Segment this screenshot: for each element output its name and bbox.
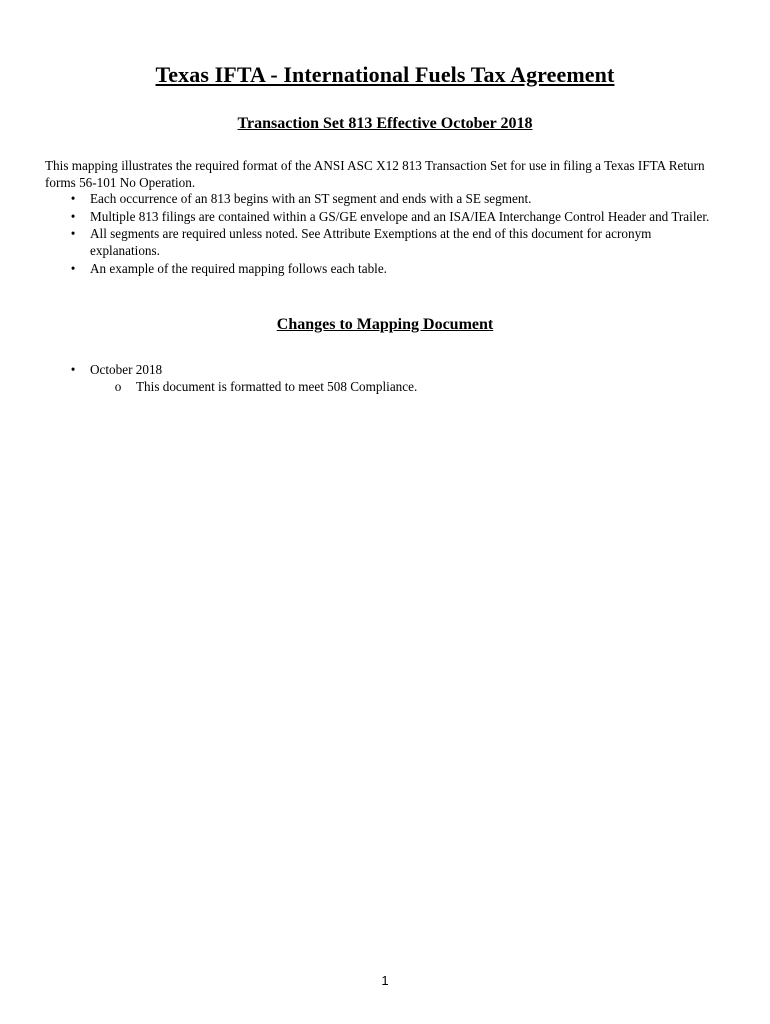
list-item [45, 225, 715, 259]
list-item [45, 361, 715, 395]
document-subtitle: Transaction Set 813 Effective October 2018 [237, 115, 533, 132]
changes-heading: Changes to Mapping Document [276, 316, 494, 333]
list-item [45, 190, 715, 207]
list-item-text: Each occurrence of an 813 begins with an ST segment and ends with a SE segment. [90, 191, 532, 206]
list-item-text: This document is formatted to meet 508 Compliance. [136, 379, 418, 394]
changes-list [45, 361, 715, 395]
change-date-label: October 2018 [90, 362, 163, 377]
list-item-text: An example of the required mapping follows each table. [90, 260, 387, 276]
bullet-icon: • [70, 226, 76, 241]
changes-sublist [90, 378, 715, 395]
bullet-icon: • [70, 191, 76, 206]
page-number: 1 [381, 973, 389, 988]
document-title: Texas IFTA - International Fuels Tax Agreement [155, 62, 615, 87]
list-item [45, 208, 715, 225]
list-item-text: All segments are required unless noted. See Attribute Exemptions at the end of this document for acronym explanations. [90, 226, 652, 258]
bullet-icon: • [70, 260, 76, 276]
bullet-icon: • [70, 208, 76, 224]
circle-bullet-icon: o [114, 379, 122, 394]
list-item [45, 260, 715, 277]
requirements-list [45, 190, 715, 277]
list-item [90, 378, 715, 395]
list-item-text: Multiple 813 filings are contained within a GS/GE envelope and an ISA/IEA Interchange Control Header and Trailer. [90, 208, 710, 224]
intro-paragraph: This mapping illustrates the required format of the ANSI ASC X12 813 Transaction Set for use in filing a Texas IFTA Return forms 56-101 No Operation. [45, 158, 705, 190]
bullet-icon: • [70, 362, 76, 377]
